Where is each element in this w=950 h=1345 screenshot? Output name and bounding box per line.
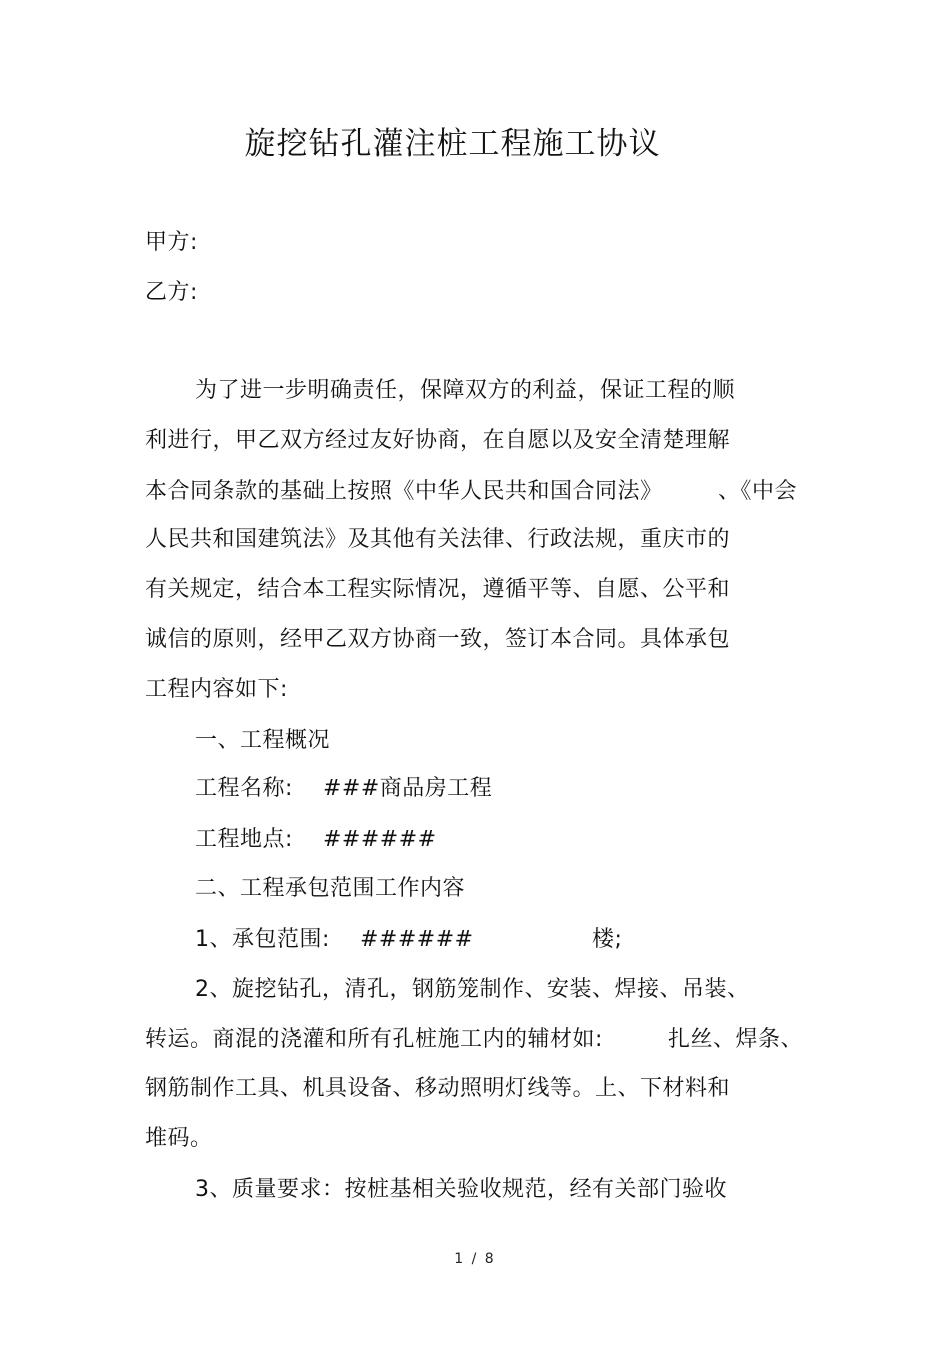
project-name-label: 工程名称:	[195, 776, 293, 801]
page-indicator: 1 / 8	[454, 1251, 496, 1267]
scope-suffix: 楼;	[592, 927, 623, 952]
section2-heading: 二、工程承包范围工作内容	[195, 876, 466, 901]
item3-line-1: 3、质量要求：按桩基相关验收规范，经有关部门验收	[195, 1177, 727, 1202]
project-location-label: 工程地点:	[195, 827, 293, 852]
intro-line-2: 利进行，甲乙双方经过友好协商，在自愿以及安全清楚理解	[145, 428, 731, 453]
party-b-label: 乙方:	[145, 280, 198, 305]
scope-label: 1、承包范围:	[195, 927, 330, 952]
intro-line-1: 为了进一步明确责任，保障双方的利益，保证工程的顺	[195, 378, 736, 403]
project-location-value: ######	[323, 827, 437, 852]
intro-line-3-tail: 、《中会	[718, 479, 798, 504]
item2-line-4: 堆码。	[145, 1126, 213, 1151]
item2-line-2: 转运。商混的浇灌和所有孔桩施工内的辅材如:	[145, 1027, 603, 1052]
intro-line-7: 工程内容如下:	[145, 677, 288, 702]
project-name-value: ###商品房工程	[323, 776, 493, 801]
document-title: 旋挖钻孔灌注桩工程施工协议	[244, 126, 661, 162]
item2-line-2-tail: 扎丝、焊条、	[668, 1027, 804, 1052]
scope-value: ######	[360, 927, 474, 952]
intro-line-5: 有关规定，结合本工程实际情况，遵循平等、自愿、公平和	[145, 577, 731, 602]
intro-line-6: 诚信的原则，经甲乙双方协商一致，签订本合同。具体承包	[145, 627, 731, 652]
party-a-label: 甲方:	[145, 230, 198, 255]
section1-heading: 一、工程概况	[195, 728, 331, 753]
item2-line-3: 钢筋制作工具、机具设备、移动照明灯线等。上、下材料和	[145, 1076, 731, 1101]
intro-line-3: 本合同条款的基础上按照《中华人民共和国合同法》	[145, 479, 663, 504]
item2-line-1: 2、旋挖钻孔，清孔，钢筋笼制作、安装、焊接、吊装、	[195, 977, 750, 1002]
intro-line-4: 人民共和国建筑法》及其他有关法律、行政法规，重庆市的	[145, 527, 731, 552]
